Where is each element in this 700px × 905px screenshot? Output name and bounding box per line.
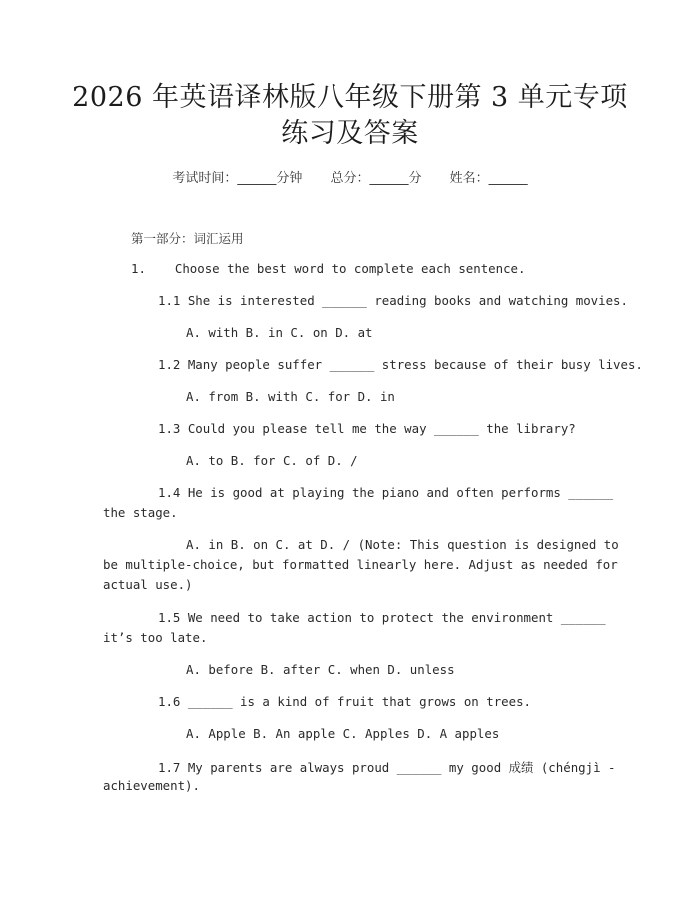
name-field: 姓名：______ xyxy=(449,171,528,186)
title-line-2: 练习及答案 xyxy=(281,118,419,149)
item-1-2-stem: 1.2 Many people suffer ______ stress because of their busy lives. xyxy=(158,357,643,372)
item-1-5-stem-line-1: 1.5 We need to take action to protect the environment ______ xyxy=(158,610,606,625)
item-1-7-stem-line-2: achievement). xyxy=(103,778,200,793)
item-1-5-stem-line-2: it’s too late. xyxy=(103,630,208,645)
item-1-3-stem: 1.3 Could you please tell me the way ______ the library? xyxy=(158,421,576,436)
item-1-7-stem-line-1: 1.7 My parents are always proud ______ my good 成绩 (chéngjì - xyxy=(158,760,616,775)
exam-time-field: 考试时间：______分钟 xyxy=(172,171,303,186)
item-1-2-options: A. from B. with C. for D. in xyxy=(186,389,395,404)
item-1-1-options: A. with B. in C. on D. at xyxy=(186,325,373,340)
total-score-field: 总分：______分 xyxy=(330,171,422,186)
exam-info xyxy=(0,167,700,186)
item-1-4-stem-line-1: 1.4 He is good at playing the piano and often performs ______ xyxy=(158,485,614,500)
item-1-6-options: A. Apple B. An apple C. Apples D. A apples xyxy=(186,726,500,741)
item-1-3-options: A. to B. for C. of D. / xyxy=(186,453,358,468)
item-1-4-stem-line-2: the stage. xyxy=(103,505,178,520)
item-1-6-stem: 1.6 ______ is a kind of fruit that grows on trees. xyxy=(158,694,531,709)
item-1-1-stem: 1.1 She is interested ______ reading books and watching movies. xyxy=(158,293,628,308)
item-1-4-options-line-2: be multiple-choice, but formatted linearly here. Adjust as needed for xyxy=(103,557,618,572)
item-1-4-options-line-1: A. in B. on C. at D. / (Note: This question is designed to xyxy=(186,537,619,552)
item-1-4-options-line-3: actual use.) xyxy=(103,577,193,592)
document-title xyxy=(60,80,640,152)
question-1 xyxy=(131,261,525,276)
question-number: 1. xyxy=(131,261,146,276)
item-1-5-options: A. before B. after C. when D. unless xyxy=(186,662,455,677)
question-prompt: Choose the best word to complete each sentence. xyxy=(174,261,526,276)
title-line-1: 2026 年英语译林版八年级下册第 3 单元专项 xyxy=(72,82,628,113)
section-heading: 第一部分：词汇运用 xyxy=(131,231,244,246)
